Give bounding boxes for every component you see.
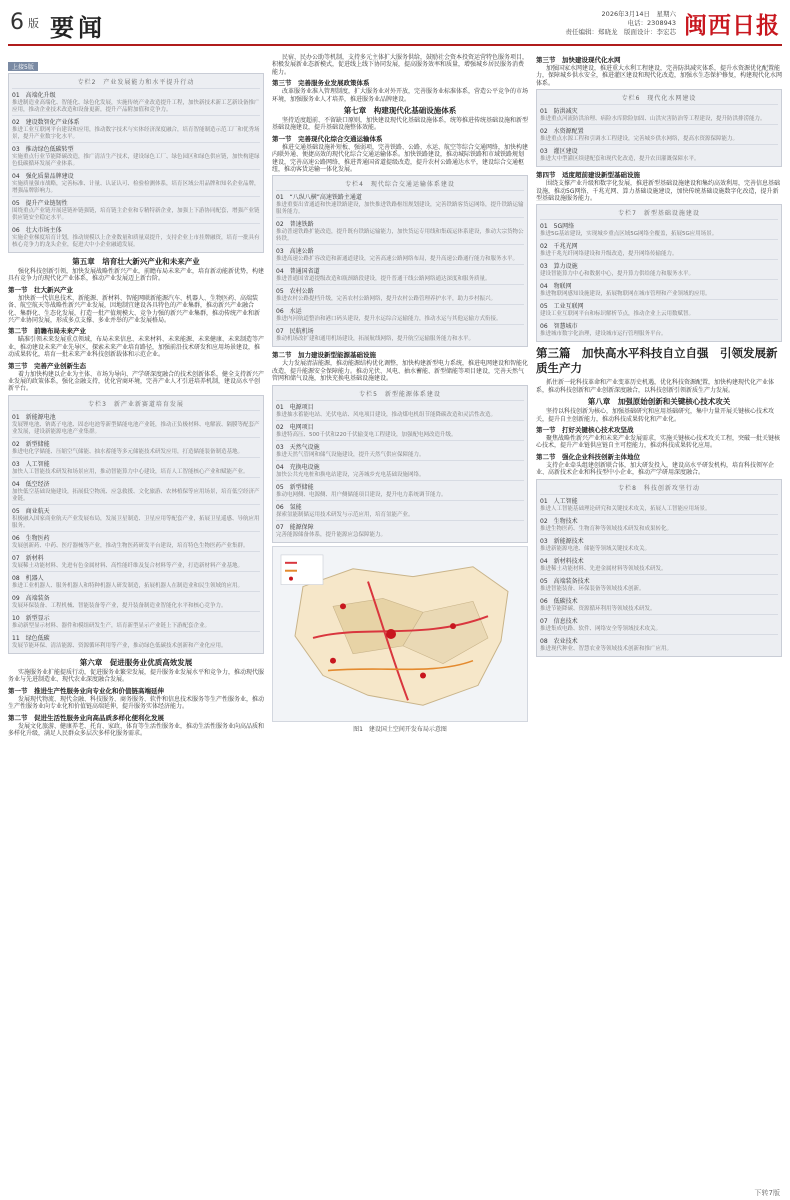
box-item — [540, 279, 778, 299]
box-item-text: 发展创新药、中药、医疗器械等产业，推动生物医药研发平台建设，培育特色生物医药产业集群。 — [12, 542, 249, 549]
box-item — [12, 611, 260, 631]
box-item — [276, 400, 524, 420]
box-item-title: 08 农业技术 — [540, 637, 578, 645]
box-item — [540, 104, 778, 124]
box-item-text: 推进工业机器人、服务机器人和特种机器人研发制造，拓展机器人在制造业和民生领域的应用。 — [12, 582, 244, 589]
box-item — [540, 299, 778, 319]
box-item — [12, 551, 260, 571]
section-title: 第一节 打好关键核心技术攻坚战 — [536, 426, 634, 435]
box-title: 专栏8 科技创新攻坚行动 — [618, 484, 700, 492]
box-item-text: 推动电网侧、电源侧、用户侧储能项目建设，提升电力系统调节能力。 — [276, 491, 447, 498]
column-right — [536, 54, 782, 1192]
box-item — [276, 460, 524, 480]
box-item — [12, 504, 260, 531]
box-item-title: 02 水资源配置 — [540, 128, 584, 136]
paragraph: 发展文化旅游、健康养老、托育、家政、体育等生活性服务业，推动生活性服务业向高品质和多样化升级，满足人民群众多层次多样化服务需求。 — [8, 722, 265, 737]
box-item-title: 05 商业航天 — [12, 507, 50, 515]
box-item-title: 06 生物医药 — [12, 534, 50, 542]
section-title: 第一节 推进生产性服务业向专业化和价值链高端延伸 — [8, 686, 164, 695]
box-item-title: 01 防洪减灾 — [540, 108, 578, 116]
box-item-title: 01 新能源电池 — [12, 413, 56, 421]
box-item — [276, 324, 524, 344]
box-item-title: 04 低空经济 — [12, 480, 50, 488]
newspaper-logo: 闽西日报 — [684, 12, 780, 39]
section-title: 第四节 适度超前建设新型基础设施 — [536, 171, 640, 180]
box-item-text: 积极融入国家商业航天产业发展布局，发展卫星制造、卫星应用等配套产业，拓展卫星遥感、导航应用服务。 — [12, 515, 260, 529]
box-item-text: 推进城市数字化治理，建设城市运行管理服务平台。 — [540, 331, 667, 338]
map-city-center — [386, 629, 396, 639]
box-item-text: 推进集成电路、软件、网络安全等领域技术攻关。 — [540, 625, 662, 632]
sidebar-box-industry — [8, 73, 264, 253]
box-item — [12, 457, 260, 477]
section-title: 第三节 加快建设现代化水网 — [536, 56, 621, 64]
box-item — [276, 217, 524, 244]
box-item-title: 07 民航机场 — [276, 328, 314, 336]
box-title: 专栏5 新型能源体系建设 — [359, 390, 441, 398]
box-item-title: 02 电网项目 — [276, 423, 314, 431]
box-item — [12, 410, 260, 437]
map-city — [450, 623, 456, 629]
box-item — [12, 223, 260, 250]
box-item-text: 发展稀土功能材料、先进有色金属材料、高性能纤维及复合材料等产业，打造新材料产业基地。 — [12, 562, 244, 569]
paragraph: 聚焦战略性新兴产业和未来产业发展需求，实施关键核心技术攻关工程，突破一批关键核心技术，提升产业链供应链自主可控能力，推动科技成果转化应用。 — [536, 435, 781, 450]
box-item-text: 发展环保装备、工程机械、智能装备等产业，提升装备制造业智能化水平和核心竞争力。 — [12, 602, 227, 609]
section-title: 第一节 壮大新兴产业 — [8, 285, 73, 294]
box-item — [540, 219, 778, 239]
box-item — [540, 554, 778, 574]
box-item-text: 推进稀土功能材料、先进金属材料等领域技术研发。 — [540, 565, 667, 572]
box-item-text: 完善能源储备体系，提升能源应急保障能力。 — [276, 531, 387, 538]
box-item-text: 推进工业互联网平台建设和应用，推动数字技术与实体经济深度融合，培育智能制造示范工厂和优秀场景，提升产业数字化水平。 — [12, 127, 260, 140]
box-item-title: 07 新材料 — [12, 554, 44, 562]
box-item-title: 06 智慧城市 — [540, 323, 578, 331]
paragraph: 着力加快构建以企业为主体、市场为导向、产学研深度融合的技术创新体系，健全支持新兴产业发展的政策体系，强化金融支持，优化营商环境，完善产业人才引进培养机制，建设高水平创新平台。 — [8, 370, 265, 393]
section-title: 第三节 完善产业创新生态 — [8, 361, 86, 370]
box-item-title: 04 普通国省道 — [276, 268, 320, 276]
box-item-title: 03 人工智能 — [12, 460, 50, 468]
section-title: 第二节 加力建设新型能源基础设施 — [272, 351, 376, 360]
box-item-title: 04 新材料技术 — [540, 557, 584, 565]
box-item-text: 推进农村公路提档升级，完善农村公路网络，提升农村公路管理养护水平，助力乡村振兴。 — [276, 296, 497, 303]
box-item — [540, 124, 778, 144]
box-item — [276, 500, 524, 520]
box-item-text: 发展锂电池、钠离子电池、固态电池等新型储能电池产业链，推动正负极材料、电解液、隔膜等配套产业发展，建设新能源电池产业集群。 — [12, 421, 260, 435]
box-item-text: 推动普速铁路扩能改造，提升既有铁路运输能力，加快货运专用线和集疏运体系建设，推动大宗货物公转铁。 — [276, 229, 524, 243]
column-middle — [272, 54, 528, 1192]
box-item-title: 06 壮大市场主体 — [12, 227, 62, 234]
box-item-text: 推进现代种业、智慧农业等领域技术创新和推广应用。 — [540, 645, 673, 652]
box-item-text: 围绕重点产业链开展延链补链强链，培育链主企业和专精特新企业，加强上下游协同配套，增强产业链供应链安全稳定水平。 — [12, 208, 260, 221]
paragraph: 加强国家水网建设，推进重大水利工程建设，完善防洪减灾体系，提升水资源优化配置能力，保障城乡供水安全，推进灌区建设和现代化改造，加强水生态保护修复，构建现代化水网体系。 — [536, 65, 783, 87]
paragraph: 实施服务业扩能提质行动，促进服务业繁荣发展，提升服务业发展水平和竞争力，推动现代服务业与先进制造业、现代农业深度融合发展。 — [8, 668, 265, 684]
paragraph: 民宿、民办公助等机制，支持多元主体扩大服务供给，鼓励社会资本投资运营特色服务项目，积极发展新业态新模式，促进线上线下协同发展，提高服务效率和质量，增强城乡居民服务消费能力。 — [272, 54, 529, 76]
column-left — [8, 54, 264, 1192]
box-item — [276, 480, 524, 500]
issue-meta — [556, 10, 676, 37]
sidebar-box-infrastructure — [536, 204, 782, 342]
box-item — [540, 514, 778, 534]
box-item — [540, 534, 778, 554]
paragraph: 改革服务业准入管理制度，扩大服务业对外开放，完善服务业标准体系，营造公平竞争的市场环境，加强服务业人才培养，推进服务业品牌建设。 — [272, 88, 529, 103]
box-item — [540, 319, 778, 339]
paragraph: 强化科技创新引领，加快发展战略性新兴产业，前瞻布局未来产业，培育新动能新优势，构建具有竞争力的现代化产业体系，推动产业发展迈上新台阶。 — [8, 268, 265, 283]
box-item-title: 11 绿色低碳 — [12, 634, 50, 642]
chapter-title: 第六章 促进服务业优质高效发展 — [79, 657, 193, 667]
section-title: 第一节 完善现代化综合交通运输体系 — [272, 134, 383, 143]
box-item-title: 10 新型显示 — [12, 614, 50, 622]
box-item — [12, 571, 260, 591]
box-item — [276, 264, 524, 284]
paragraph: 坚持适度超前、不留缺口原则，加快建设现代化基础设施体系，统筹推进传统基础设施和新型基础设施建设，提升基础设施整体效能。 — [272, 117, 529, 132]
box-item-text: 推进大中型灌区续建配套和现代化改造，提升农田灌溉保障水平。 — [540, 156, 700, 163]
sidebar-box-water — [536, 89, 782, 167]
paragraph: 推进交通基础设施补短板、强弱项，完善铁路、公路、水运、航空等综合交通网络，加快构建内联外通、便捷高效的现代化综合交通运输体系。加快铁路建设，推动城际铁路和市域铁路规划建设，完善高速公路网络，推进普通国省道提级改造，提升农村公路通达水平，建设综合交通枢纽，推动客货运输一体化发展。 — [272, 143, 529, 174]
box-item — [12, 437, 260, 457]
box-item — [12, 196, 260, 223]
continued-tag: 上接5版 — [8, 62, 38, 71]
spatial-layout-map — [272, 546, 528, 722]
box-item-title: 02 千兆光网 — [540, 243, 578, 251]
box-item-title: 04 强化质量品牌建设 — [12, 173, 74, 180]
box-item-title: 03 灌区建设 — [540, 148, 578, 156]
sidebar-box-tech — [536, 479, 782, 657]
chapter-title: 第七章 构建现代化基础设施体系 — [343, 106, 457, 116]
issue-phone: 电话：2308943 — [627, 19, 676, 27]
box-item — [12, 88, 260, 115]
box-item-text: 推进5G基站建设，实现城乡重点区域5G网络全覆盖，拓展5G应用场景。 — [540, 231, 718, 238]
section-title: 要闻 — [50, 14, 106, 42]
box-item-title: 03 新能源技术 — [540, 537, 584, 545]
box-item-title: 07 信息技术 — [540, 617, 578, 625]
box-item-text: 推进千兆光纤网络建设和升级改造，提升网络传输能力。 — [540, 251, 678, 258]
sidebar-box-new-industries — [8, 395, 264, 654]
box-item — [12, 477, 260, 504]
section-title: 第二节 前瞻布局未来产业 — [8, 327, 86, 336]
box-item-title: 01 5G网络 — [540, 223, 575, 231]
box-item-title: 06 水运 — [276, 308, 302, 316]
box-item-text: 推进特高压、500千伏和220千伏输变电工程建设，加强配电网改造升级。 — [276, 431, 457, 438]
box-item — [276, 304, 524, 324]
box-item-text: 推动新型显示材料、器件和模组研发生产，培育新型显示产业链上下游配套企业。 — [12, 622, 211, 629]
box-item-text: 推进高速公路扩容改造和新通道建设，完善高速公路网络布局，提升高速公路通行能力和服务水平。 — [276, 256, 519, 263]
box-item-text: 加快低空基础设施建设，拓展低空物流、应急救援、文化旅游、农林植保等应用场景，培育低空经济产业链。 — [12, 488, 260, 502]
box-item-text: 推进新能源电池、储能等领域关键技术攻关。 — [540, 545, 651, 552]
box-item-text: 推进天然气管网和储气设施建设，提升天然气供应保障能力。 — [276, 451, 425, 458]
box-item — [276, 284, 524, 304]
section-title: 第二节 强化企业科技创新主体地位 — [536, 452, 640, 461]
box-item — [540, 239, 778, 259]
box-item-text: 加快公共充电桩和换电站建设，完善城乡充电基础设施网络。 — [276, 471, 425, 478]
paragraph: 坚持以科技创新为核心，加强基础研究和应用基础研究，集中力量开展关键核心技术攻关，提升自主创新能力，推动科技成果转化和产业化。 — [536, 408, 775, 423]
box-item-title: 02 新型储能 — [12, 440, 50, 448]
box-item-text: 推进重点河流防洪治理、病险水库除险加固、山洪灾害防治等工程建设，提升防洪排涝能力。 — [540, 116, 766, 123]
sidebar-box-energy — [272, 385, 528, 543]
map-city — [330, 657, 336, 663]
box-item — [276, 190, 524, 217]
box-item-title: 03 高速公路 — [276, 248, 314, 256]
box-title: 专栏6 现代化水网建设 — [621, 95, 697, 103]
section-title: 第二节 促进生活性服务业向高品质多样化便利化发展 — [8, 713, 164, 722]
box-item-text: 探索氢能制储运用技术研发与示范应用，培育氢能产业。 — [276, 511, 414, 518]
box-item-text: 发展节能环保、清洁能源、资源循环利用等产业，推动绿色低碳技术创新和产业化应用。 — [12, 642, 227, 649]
box-item-text: 加快人工智能技术研发和场景应用，推动智能算力中心建设，培育人工智能核心产业和赋能产业。 — [12, 468, 249, 475]
box-item-title: 01 高端化升级 — [12, 92, 56, 99]
box-item — [540, 494, 778, 514]
box-item-title: 06 低碳技术 — [540, 597, 578, 605]
box-item-text: 推进制造业高端化、智能化、绿色化发展，实施传统产业改造提升工程，加快新技术新工艺新设备推广应用，推动企业技术改造和设备更新，提升产品附加值和竞争力。 — [12, 100, 260, 113]
page-header — [8, 4, 782, 46]
box-item-title: 02 普速铁路 — [276, 221, 314, 229]
box-item-text: 实施重点行业节能降碳改造，推广清洁生产技术，建设绿色工厂、绿色园区和绿色供应链，加快构建绿色低碳循环发展产业体系。 — [12, 154, 260, 167]
paragraph: 发展现代物流、现代金融、科技服务、商务服务、软件和信息技术服务等生产性服务业，推动生产性服务业向专业化和价值链高端延伸，提升服务实体经济能力。 — [8, 695, 265, 711]
box-item — [540, 144, 778, 164]
box-item — [540, 594, 778, 614]
box-item — [12, 115, 260, 142]
box-item-text: 推动机场改扩建和通用机场建设，拓展航线网络，提升航空运输服务能力和水平。 — [276, 336, 475, 343]
box-item-title: 07 能源保障 — [276, 523, 314, 531]
page-label: 版 — [28, 17, 39, 30]
box-item — [12, 142, 260, 169]
box-item-text: 推进节能降碳、资源循环利用等领域技术研发。 — [540, 605, 656, 612]
map-city — [420, 672, 426, 678]
paragraph: 支持企业牵头组建创新联合体，加大研发投入，建设高水平研发机构，培育科技领军企业、高新技术企业和科技型中小企业，推动产学研用深度融合。 — [536, 461, 775, 477]
box-item — [276, 520, 524, 540]
chapter-title: 第五章 培育壮大新兴产业和未来产业 — [72, 257, 200, 266]
box-item — [12, 531, 260, 551]
box-title: 专栏7 新型基础设施建设 — [618, 210, 700, 218]
box-item-title: 05 新型储能 — [276, 483, 314, 491]
paragraph: 瞄准引领未来发展重点领域，布局未来信息、未来材料、未来能源、未来健康、未来制造等产业，推动建设未来产业先导区，探索未来产业培育路径，加强前沿技术研发和应用场景建设，推动成果转化，培育一批未来产业科技创新载体和示范企业。 — [8, 336, 265, 359]
box-item — [540, 574, 778, 594]
paragraph: 大力发展清洁能源，推动能源结构优化调整，加快构建新型电力系统，推进电网建设和智能化改造，提升能源安全保障能力。推动光伏、风电、抽水蓄能、新型储能等项目建设，完善天然气管网和储气设施，加快充换电基础设施建设。 — [272, 360, 529, 383]
box-item-title: 02 生物技术 — [540, 517, 578, 525]
box-item — [12, 169, 260, 196]
box-title: 专栏4 现代综合交通运输体系建设 — [345, 181, 455, 189]
paragraph: 抓住新一轮科技革命和产业变革历史机遇，优化科技资源配置，加快构建现代化产业体系，推动科技创新和产业创新深度融合，以科技创新引领新质生产力发展。 — [536, 379, 775, 394]
sidebar-box-transport — [272, 175, 528, 347]
map-caption: 图1 建设国土空间开发布局示意图 — [353, 725, 447, 733]
box-item-text: 实施企业梯度培育计划，推动规模以上企业数量和质量双提升，支持企业上市挂牌融资，培育一批具有核心竞争力的龙头企业，促进大中小企业融通发展。 — [12, 235, 260, 248]
box-item-title: 06 氢能 — [276, 503, 302, 511]
box-item-text: 实施质量强市战略，完善标准、计量、认证认可、检验检测体系，培育区域公用品牌和知名企业品牌，增强品牌影响力。 — [12, 181, 260, 194]
paragraph: 围绕支撑产业升级和数字化发展，推进新型基础设施建设和集约高效利用，完善信息基础设施，推动5G网络、千兆光网、算力基础设施建设，加快传统基础设施数字化改造，提升新型基础设施服务能力。 — [536, 180, 781, 203]
box-item-title: 05 工业互联网 — [540, 303, 584, 311]
box-item-title: 05 农村公路 — [276, 288, 314, 296]
box-item — [276, 244, 524, 264]
box-item-title: 01 “八纵八横”高速铁路主通道 — [276, 194, 362, 202]
box-item — [276, 420, 524, 440]
box-item-title: 05 提升产业链韧性 — [12, 200, 68, 207]
box-item-text: 推进电化学储能、压缩空气储能、抽水蓄能等多元储能技术研发应用，打造储能装备制造基地。 — [12, 448, 244, 455]
box-item-title: 08 机器人 — [12, 574, 44, 582]
box-item-title: 04 物联网 — [540, 283, 572, 291]
box-item-text: 建设工业互联网平台和标识解析节点，推动企业上云用数赋智。 — [540, 311, 695, 318]
chapter-title: 第八章 加强原始创新和关键核心技术攻关 — [587, 397, 731, 407]
box-item-title: 01 电源项目 — [276, 403, 314, 411]
box-item-text: 推进生物医药、生物育种等领域技术研发和成果转化。 — [540, 525, 673, 532]
map-graphic — [273, 547, 527, 721]
box-item-title: 03 推动绿色低碳转型 — [12, 146, 74, 153]
box-item-title: 09 高端装备 — [12, 594, 50, 602]
map-city — [340, 603, 346, 609]
page-number: 6 — [10, 10, 24, 35]
box-title: 专栏3 新产业新赛道培育发展 — [88, 400, 184, 408]
paragraph: 加快新一代信息技术、新能源、新材料、智能网联新能源汽车、机器人、生物医药、高端装备、航空航天等战略性新兴产业发展，因地制宜建设各具特色的产业集群，推动新兴产业融合化、集群化、生态化发展，打造一批产值规模大、竞争力强的新兴产业集群，推动传统产业和新兴产业协同发展，形成多点支撑、多业并举的产业发展格局。 — [8, 294, 261, 325]
box-item-text: 推进重要出省通道和快速铁路建设，加快推进铁路枢纽规划建设，完善铁路客货运网络，提升铁路运输服务能力。 — [276, 202, 524, 216]
box-item-text: 推进抽水蓄能电站、光伏电站、风电项目建设，推动煤电机组节能降碳改造和灵活性改造。 — [276, 411, 497, 418]
box-item-title: 02 建设数智化产业体系 — [12, 119, 80, 126]
box-item — [276, 440, 524, 460]
box-item — [540, 614, 778, 634]
box-title: 专栏2 产业发展能力和水平提升行动 — [77, 79, 195, 86]
box-item-text: 推进内河航道整治和港口码头建设，提升水运综合运输能力，推动水运与其他运输方式衔接。 — [276, 316, 502, 323]
box-item-text: 推进重点水源工程和引调水工程建设，完善城乡供水网络，提高水资源保障能力。 — [540, 136, 739, 143]
box-item-title: 03 算力设施 — [540, 263, 578, 271]
box-item-title: 03 天然气设施 — [276, 443, 320, 451]
section-title: 第三节 完善服务业发展政策体系 — [272, 79, 370, 88]
part-title: 第三篇 加快高水平科技自立自强 引领发展新质生产力 — [536, 346, 778, 376]
box-item-title: 04 充换电设施 — [276, 463, 320, 471]
box-item-text: 推进人工智能基础理论研究和关键技术攻关，拓展人工智能应用场景。 — [540, 505, 711, 512]
box-item-text: 推进普通国省道提级改造和瓶颈路段建设，提升普通干线公路网络通达深度和服务质量。 — [276, 276, 491, 283]
box-item-title: 05 高端装备技术 — [540, 577, 590, 585]
box-item-text: 推进智能装备、环保装备等领域技术创新。 — [540, 585, 645, 592]
box-item — [540, 634, 778, 654]
issue-date: 2026年3月14日 星期六 — [601, 10, 676, 18]
box-item — [12, 631, 260, 651]
box-item-text: 推进物联网感知设施建设，拓展物联网在城市管理和产业领域的应用。 — [540, 291, 711, 298]
box-item-title: 01 人工智能 — [540, 497, 578, 505]
box-item-text: 建设智能算力中心和数据中心，提升算力供给能力和服务水平。 — [540, 271, 695, 278]
issue-editors: 责任编辑：郑晓龙 版面设计：李宏芯 — [565, 28, 676, 36]
box-item — [12, 591, 260, 611]
continued-footer: 下转7版 — [754, 1189, 780, 1197]
box-item — [540, 259, 778, 279]
